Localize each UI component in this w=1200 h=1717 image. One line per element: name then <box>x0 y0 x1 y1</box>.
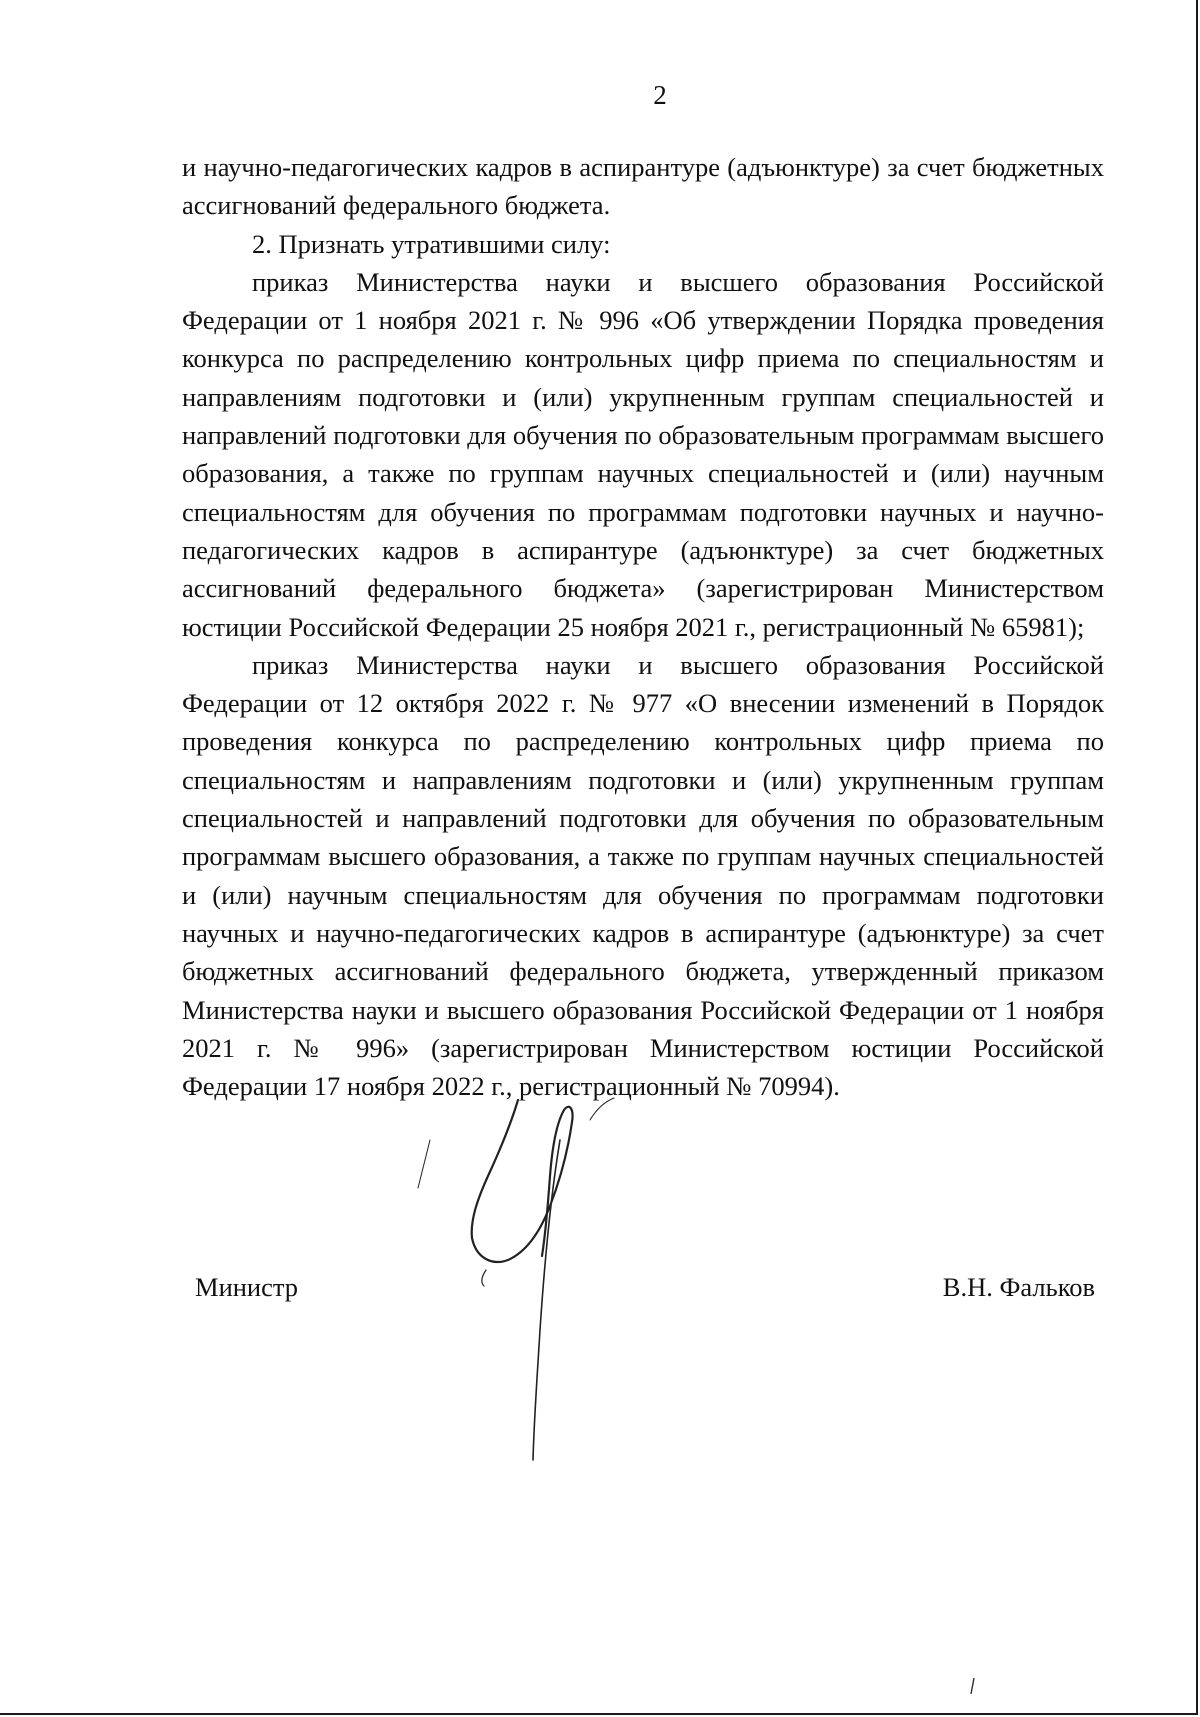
paragraph-order-977: приказ Министерства науки и высшего образования Российской Федерации от 12 октября 2022 г. № 977 «О внесении изменений в Порядок проведения конкурса по распределению контрольных цифр приема по специальностям и направлениям подготовки и (или) укрупненным группам специальностей и направлений подготовки для обучения по образовательным программам высшего образования, а также по группам научных специальностей и (или) научным специальностям для обучения по программам подготовки научных и научно-педагогических кадров в аспирантуре (адъюнктуре) за счет бюджетных ассигнований федерального бюджета, утвержденный приказом Министерства науки и высшего образования Российской Федерации от 1 ноября 2021 г. № 996» (зарегистрирован Министерством юстиции Российской Федерации 17 ноября 2022 г., регистрационный № 70994). <box>182 649 1104 1102</box>
scan-artifact-mark <box>968 1676 978 1696</box>
paragraph-item-2: 2. Признать утратившими силу: <box>252 228 611 259</box>
paragraph-continuation: и научно-педагогических кадров в аспирантуре (адъюнктуре) за счет бюджетных ассигнований федерального бюджета. <box>182 152 1104 221</box>
page-number: 2 <box>653 80 667 110</box>
signatory-position: Министр <box>195 1272 299 1302</box>
signature-block <box>195 1272 1095 1312</box>
signatory-name: В.Н. Фальков <box>942 1272 1095 1302</box>
document-body <box>182 148 1104 1105</box>
paragraph-order-996: приказ Министерства науки и высшего образования Российской Федерации от 1 ноября 2021 г. № 996 «Об утверждении Порядка проведения конкурса по распределению контрольных цифр приема по специальностям и направлениям подготовки и (или) укрупненным группам специальностей и направлений подготовки для обучения по образовательным программам высшего образования, а также по группам научных специальностей и (или) научным специальностям для обучения по программам подготовки научных и научно-педагогических кадров в аспирантуре (адъюнктуре) за счет бюджетных ассигнований федерального бюджета» (зарегистрирован Министерством юстиции Российской Федерации 25 ноября 2021 г., регистрационный № 65981); <box>182 266 1104 642</box>
